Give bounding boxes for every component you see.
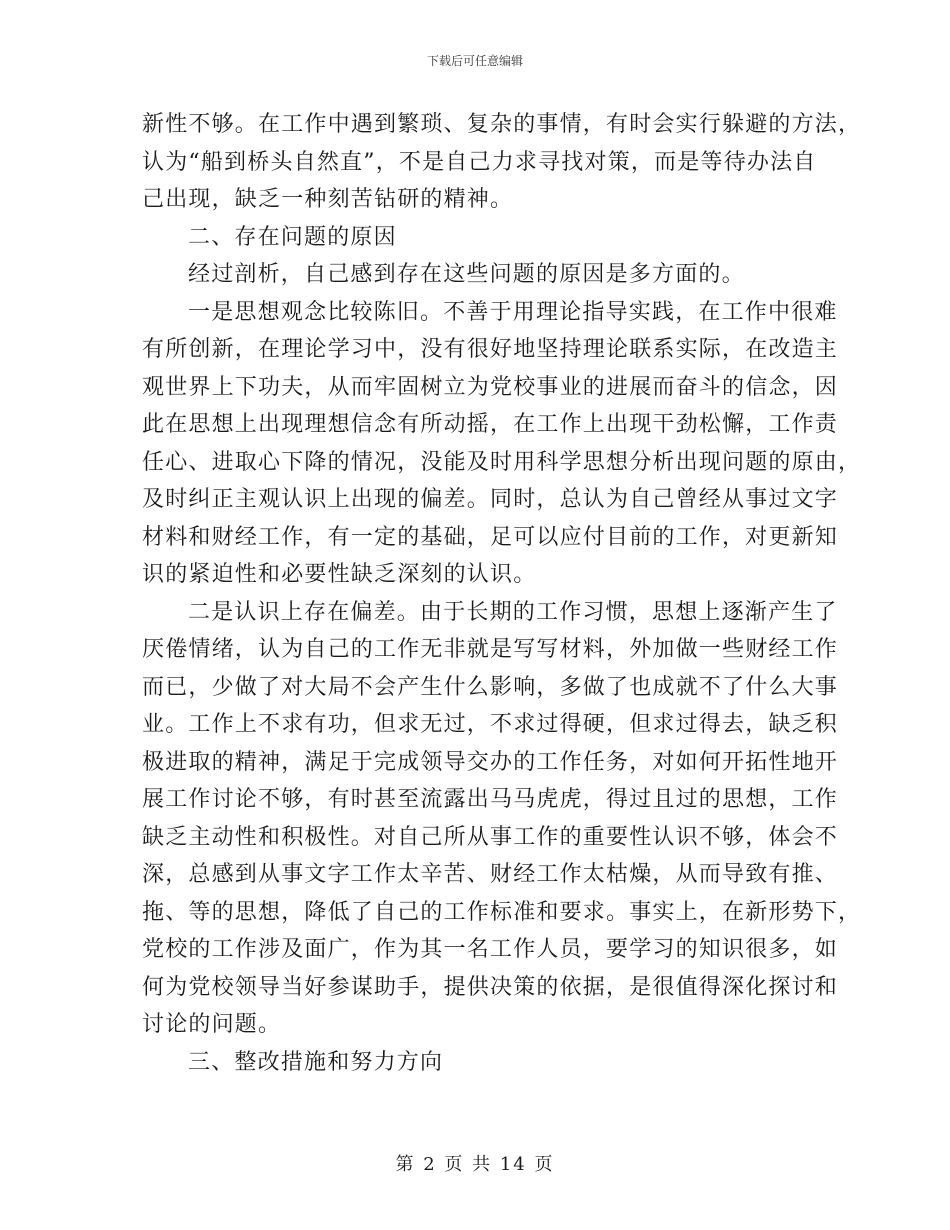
text-line: 展工作讨论不够，有时甚至流露出马马虎虎，得过且过的思想，工作 <box>142 787 839 812</box>
page-header: 下载后可任意编辑 <box>426 54 523 68</box>
text-line: 己出现，缺乏一种刻苦钻研的精神。 <box>142 187 514 212</box>
text-line: 认为“船到桥头自然直”，不是自己力求寻找对策，而是等待办法自 <box>142 149 817 175</box>
text-line: 缺乏主动性和积极性。对自己所从事工作的重要性认识不够，体会不 <box>142 824 839 850</box>
text-line: 拖、等的思想，降低了自己的工作标准和要求。事实上，在新形势下， <box>142 899 862 925</box>
text-line: 讨论的问题。 <box>142 1012 282 1037</box>
text-line: 此在思想上出现理想信念有所动摇，在工作上出现干劲松懈，工作责 <box>142 412 839 437</box>
text-line: 业。工作上不求有功，但求无过，不求过得硬，但求过得去，缺乏积 <box>142 712 839 737</box>
text-line: 党校的工作涉及面广，作为其一名工作人员，要学习的知识很多，如 <box>142 937 839 962</box>
text-line: 深，总感到从事文字工作太辛苦、财经工作太枯燥，从而导致有推、 <box>142 862 839 887</box>
text-line: 识的紧迫性和必要性缺乏深刻的认识。 <box>142 562 537 587</box>
text-line: 经过剖析，自己感到存在这些问题的原因是多方面的。 <box>188 262 745 287</box>
text-line: 厌倦情绪，认为自己的工作无非就是写写材料，外加做一些财经工作 <box>142 637 839 662</box>
document-body <box>142 106 862 1081</box>
text-line: 何为党校领导当好参谋助手，提供决策的依据，是很值得深化探讨和 <box>142 974 839 1000</box>
section-heading: 三、整改措施和努力方向 <box>188 1049 444 1075</box>
text-line: 一是思想观念比较陈旧。不善于用理论指导实践，在工作中很难 <box>188 299 838 325</box>
text-line: 二是认识上存在偏差。由于长期的工作习惯，思想上逐渐产生了 <box>188 599 838 625</box>
text-line: 有所创新，在理论学习中，没有很好地坚持理论联系实际，在改造主 <box>142 337 839 362</box>
text-line: 而已，少做了对大局不会产生什么影响，多做了也成就不了什么大事 <box>142 674 839 700</box>
section-heading: 二、存在问题的原因 <box>188 224 397 250</box>
text-line: 及时纠正主观认识上出现的偏差。同时，总认为自己曾经从事过文字 <box>142 487 839 512</box>
text-line: 材料和财经工作，有一定的基础，足可以应付目前的工作，对更新知 <box>142 524 839 550</box>
text-line: 任心、进取心下降的情况，没能及时用科学思想分析出现问题的原由， <box>142 449 862 475</box>
text-line: 新性不够。在工作中遇到繁琐、复杂的事情，有时会实行躲避的方法， <box>142 112 862 137</box>
text-line: 观世界上下功夫，从而牢固树立为党校事业的进展而奋斗的信念，因 <box>142 374 839 400</box>
text-line: 极进取的精神，满足于完成领导交办的工作任务，对如何开拓性地开 <box>142 749 839 775</box>
page-footer: 第 2 页 共 14 页 <box>395 1154 555 1175</box>
